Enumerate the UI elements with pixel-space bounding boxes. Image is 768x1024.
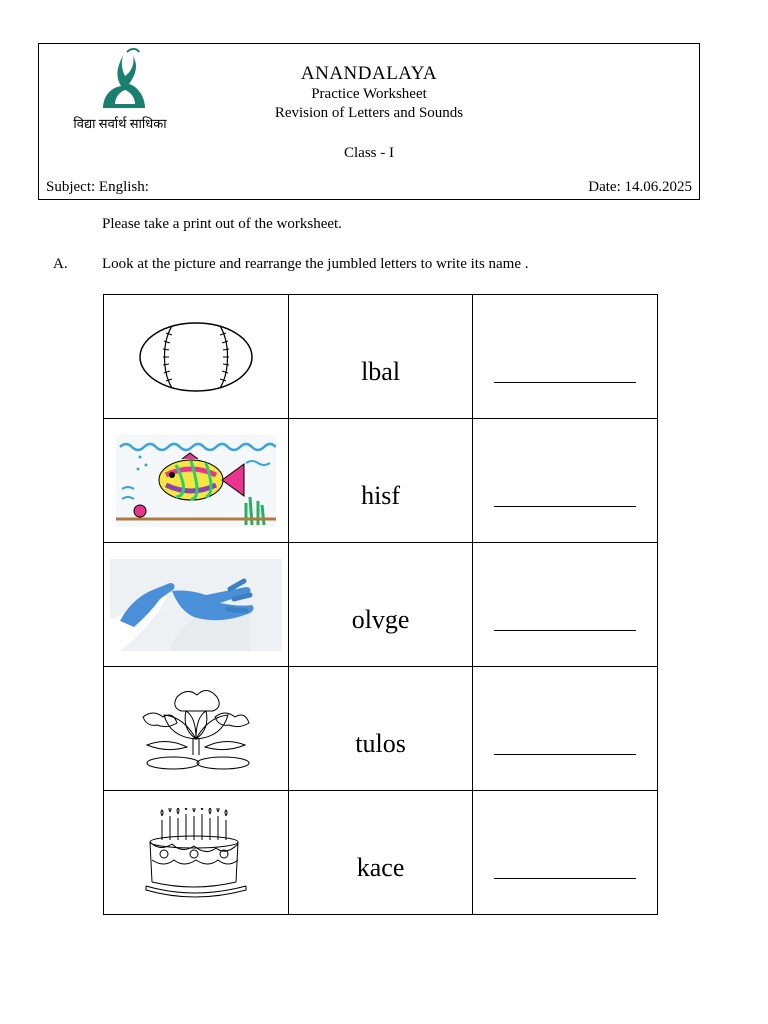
answer-blank[interactable] xyxy=(494,878,636,879)
question-text: Look at the picture and rearrange the jumbled letters to write its name . xyxy=(102,256,529,272)
answer-cell[interactable] xyxy=(473,791,658,915)
ball-icon xyxy=(136,317,256,397)
worksheet-header xyxy=(38,43,700,200)
fish-icon xyxy=(116,435,276,527)
cake-icon xyxy=(144,808,248,898)
answer-cell[interactable] xyxy=(473,543,658,667)
table-row xyxy=(104,791,658,915)
picture-cell xyxy=(104,791,289,915)
org-name: ANANDALAYA xyxy=(300,63,438,84)
table-row xyxy=(104,419,658,543)
logo-motto: विद्या सर्वार्थ साधिका xyxy=(73,116,167,131)
instruction-text: Please take a print out of the worksheet. xyxy=(102,216,342,232)
jumbled-word: kace xyxy=(356,852,405,882)
glove-icon xyxy=(110,559,282,651)
word-cell xyxy=(288,667,472,791)
class-label: Class - I xyxy=(344,145,394,161)
jumbled-word: olvge xyxy=(351,604,410,634)
answer-blank[interactable] xyxy=(494,506,636,507)
jumbled-words-table xyxy=(103,294,658,915)
date-label: Date: 14.06.2025 xyxy=(588,179,692,195)
word-cell xyxy=(288,543,472,667)
jumbled-word: tulos xyxy=(355,728,406,758)
picture-cell xyxy=(104,419,289,543)
answer-blank[interactable] xyxy=(494,754,636,755)
table-row xyxy=(104,295,658,419)
table-row xyxy=(104,543,658,667)
question-label: A. xyxy=(53,256,68,272)
topic-title: Revision of Letters and Sounds xyxy=(274,105,464,121)
picture-cell xyxy=(104,667,289,791)
sheet-type: Practice Worksheet xyxy=(311,86,427,102)
answer-cell[interactable] xyxy=(473,295,658,419)
word-cell xyxy=(288,419,472,543)
picture-cell xyxy=(104,543,289,667)
answer-blank[interactable] xyxy=(494,630,636,631)
jumbled-word: lbal xyxy=(361,356,401,386)
jumbled-word: hisf xyxy=(361,480,401,510)
word-cell xyxy=(288,295,472,419)
picture-cell xyxy=(104,295,289,419)
subject-label: Subject: English: xyxy=(46,179,149,195)
answer-cell[interactable] xyxy=(473,667,658,791)
answer-cell[interactable] xyxy=(473,419,658,543)
table-row xyxy=(104,667,658,791)
answer-blank[interactable] xyxy=(494,382,636,383)
lotus-icon xyxy=(133,683,259,775)
word-cell xyxy=(288,791,472,915)
